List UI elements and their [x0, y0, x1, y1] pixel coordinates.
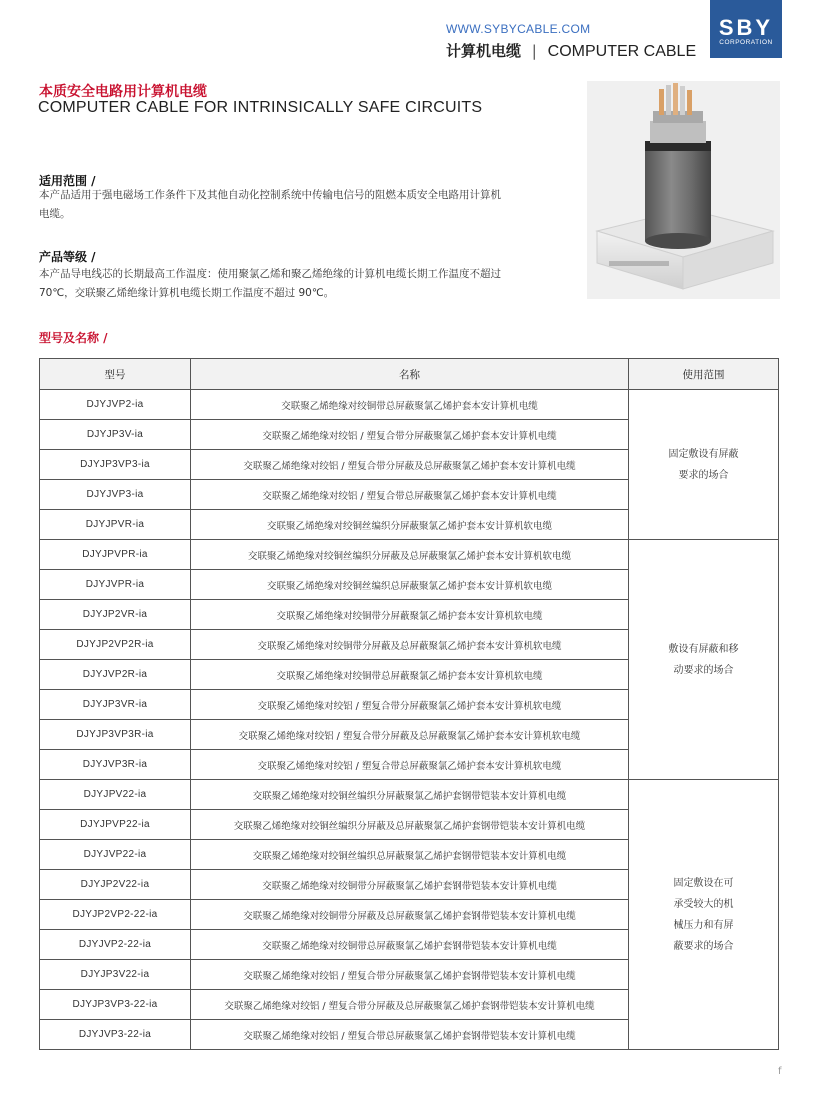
cell-name: 交联聚乙烯绝缘对绞铜带分屏蔽聚氯乙烯护套钢带铠装本安计算机电缆	[191, 870, 629, 900]
use-text: 固定敷设在可承受较大的机械压力和有屏蔽要求的场合	[673, 877, 734, 952]
cell-name: 交联聚乙烯绝缘对绞铜丝编织分屏蔽聚氯乙烯护套本安计算机软电缆	[191, 510, 629, 540]
use-text: 固定敷设有屏蔽要求的场合	[668, 448, 739, 481]
cell-model: DJYJPV22-ia	[40, 780, 191, 810]
header-use: 使用范围	[629, 359, 779, 390]
use-text: 敷设有屏蔽和移动要求的场合	[668, 643, 739, 676]
cable-product-photo	[587, 81, 780, 299]
models-heading: 型号及名称 /	[39, 331, 108, 345]
cell-model: DJYJP2V22-ia	[40, 870, 191, 900]
cell-name: 交联聚乙烯绝缘对绞铜带分屏蔽及总屏蔽聚氯乙烯护套钢带铠装本安计算机电缆	[191, 900, 629, 930]
cell-use	[629, 780, 779, 1050]
cable-illustration	[587, 81, 780, 299]
cell-name: 交联聚乙烯绝缘对绞铝 / 塑复合带分屏蔽及总屏蔽聚氯乙烯护套本安计算机软电缆	[191, 720, 629, 750]
cell-model: DJYJVP3-ia	[40, 480, 191, 510]
cell-name: 交联聚乙烯绝缘对绞铝 / 塑复合带分屏蔽及总屏蔽聚氯乙烯护套钢带铠装本安计算机电缆	[191, 990, 629, 1020]
cell-name: 交联聚乙烯绝缘对绞铜丝编织总屏蔽聚氯乙烯护套钢带铠装本安计算机电缆	[191, 840, 629, 870]
cell-name: 交联聚乙烯绝缘对绞铝 / 塑复合带分屏蔽及总屏蔽聚氯乙烯护套本安计算机电缆	[191, 450, 629, 480]
header-model: 型号	[40, 359, 191, 390]
logo-mark: SBY	[718, 15, 774, 40]
cell-model: DJYJP3VR-ia	[40, 690, 191, 720]
models-table-body	[40, 390, 779, 1050]
sby-logo	[710, 0, 782, 58]
cell-use	[629, 540, 779, 780]
grade-text: 本产品导电线芯的长期最高工作温度：使用聚氯乙烯和聚乙烯绝缘的计算机电缆长期工作温度不超过 70℃，交联聚乙烯绝缘计算机电缆长期工作温度不超过 90℃。	[39, 268, 501, 299]
cell-model: DJYJP3VP3-22-ia	[40, 990, 191, 1020]
cell-name: 交联聚乙烯绝缘对绞铝 / 塑复合带分屏蔽聚氯乙烯护套钢带铠装本安计算机电缆	[191, 960, 629, 990]
category-separator: |	[531, 42, 537, 60]
cell-name: 交联聚乙烯绝缘对绞铝 / 塑复合带总屏蔽聚氯乙烯护套本安计算机软电缆	[191, 750, 629, 780]
cell-model: DJYJP3VP3R-ia	[40, 720, 191, 750]
page-mark: f	[778, 1066, 782, 1077]
cell-name: 交联聚乙烯绝缘对绞铜带分屏蔽聚氯乙烯护套本安计算机软电缆	[191, 600, 629, 630]
cell-use	[629, 390, 779, 540]
scope-text: 本产品适用于强电磁场工作条件下及其他自动化控制系统中传输电信号的阻燃本质安全电路用计算机电缆。	[39, 189, 501, 220]
cell-model: DJYJVP2-ia	[40, 390, 191, 420]
cell-model: DJYJP3VP3-ia	[40, 450, 191, 480]
cell-name: 交联聚乙烯绝缘对绞铜带总屏蔽聚氯乙烯护套本安计算机电缆	[191, 390, 629, 420]
category-heading	[446, 40, 696, 61]
cell-model: DJYJVPR-ia	[40, 570, 191, 600]
cell-name: 交联聚乙烯绝缘对绞铜丝编织总屏蔽聚氯乙烯护套本安计算机软电缆	[191, 570, 629, 600]
cell-name: 交联聚乙烯绝缘对绞铜带总屏蔽聚氯乙烯护套本安计算机软电缆	[191, 660, 629, 690]
category-zh: 计算机电缆	[446, 42, 522, 60]
cell-name: 交联聚乙烯绝缘对绞铝 / 塑复合带分屏蔽聚氯乙烯护套本安计算机电缆	[191, 420, 629, 450]
cell-model: DJYJPVP22-ia	[40, 810, 191, 840]
table-header-row	[40, 359, 779, 390]
cell-model: DJYJVP3R-ia	[40, 750, 191, 780]
table-row	[40, 540, 779, 570]
cell-name: 交联聚乙烯绝缘对绞铜丝编织分屏蔽聚氯乙烯护套钢带铠装本安计算机电缆	[191, 780, 629, 810]
cell-name: 交联聚乙烯绝缘对绞铝 / 塑复合带总屏蔽聚氯乙烯护套本安计算机电缆	[191, 480, 629, 510]
header-name: 名称	[191, 359, 629, 390]
cell-model: DJYJVP2-22-ia	[40, 930, 191, 960]
page-title-en: COMPUTER CABLE FOR INTRINSICALLY SAFE CIRCUITS	[38, 99, 483, 116]
cell-model: DJYJVP2R-ia	[40, 660, 191, 690]
table-row	[40, 780, 779, 810]
cell-model: DJYJP2VP2-22-ia	[40, 900, 191, 930]
table-row	[40, 390, 779, 420]
cell-model: DJYJP2VP2R-ia	[40, 630, 191, 660]
website-url: WWW.SYBYCABLE.COM	[446, 22, 591, 36]
page-title-zh: 本质安全电路用计算机电缆	[39, 84, 207, 100]
cell-model: DJYJP3V-ia	[40, 420, 191, 450]
category-en: COMPUTER CABLE	[547, 43, 697, 60]
cell-model: DJYJVP22-ia	[40, 840, 191, 870]
scope-heading: 适用范围 /	[39, 174, 96, 188]
cell-model: DJYJP3V22-ia	[40, 960, 191, 990]
cell-name: 交联聚乙烯绝缘对绞铜带总屏蔽聚氯乙烯护套钢带铠装本安计算机电缆	[191, 930, 629, 960]
cell-model: DJYJPVR-ia	[40, 510, 191, 540]
cell-name: 交联聚乙烯绝缘对绞铝 / 塑复合带分屏蔽聚氯乙烯护套本安计算机软电缆	[191, 690, 629, 720]
cell-model: DJYJP2VR-ia	[40, 600, 191, 630]
cell-name: 交联聚乙烯绝缘对绞铜带分屏蔽及总屏蔽聚氯乙烯护套本安计算机软电缆	[191, 630, 629, 660]
models-table	[39, 358, 779, 1050]
grade-heading: 产品等级 /	[39, 250, 96, 264]
logo-corporation: CORPORATION	[719, 39, 773, 46]
cell-model: DJYJPVPR-ia	[40, 540, 191, 570]
cell-name: 交联聚乙烯绝缘对绞铜丝编织分屏蔽及总屏蔽聚氯乙烯护套钢带铠装本安计算机电缆	[191, 810, 629, 840]
cell-model: DJYJVP3-22-ia	[40, 1020, 191, 1050]
cell-name: 交联聚乙烯绝缘对绞铜丝编织分屏蔽及总屏蔽聚氯乙烯护套本安计算机软电缆	[191, 540, 629, 570]
cell-name: 交联聚乙烯绝缘对绞铝 / 塑复合带总屏蔽聚氯乙烯护套钢带铠装本安计算机电缆	[191, 1020, 629, 1050]
